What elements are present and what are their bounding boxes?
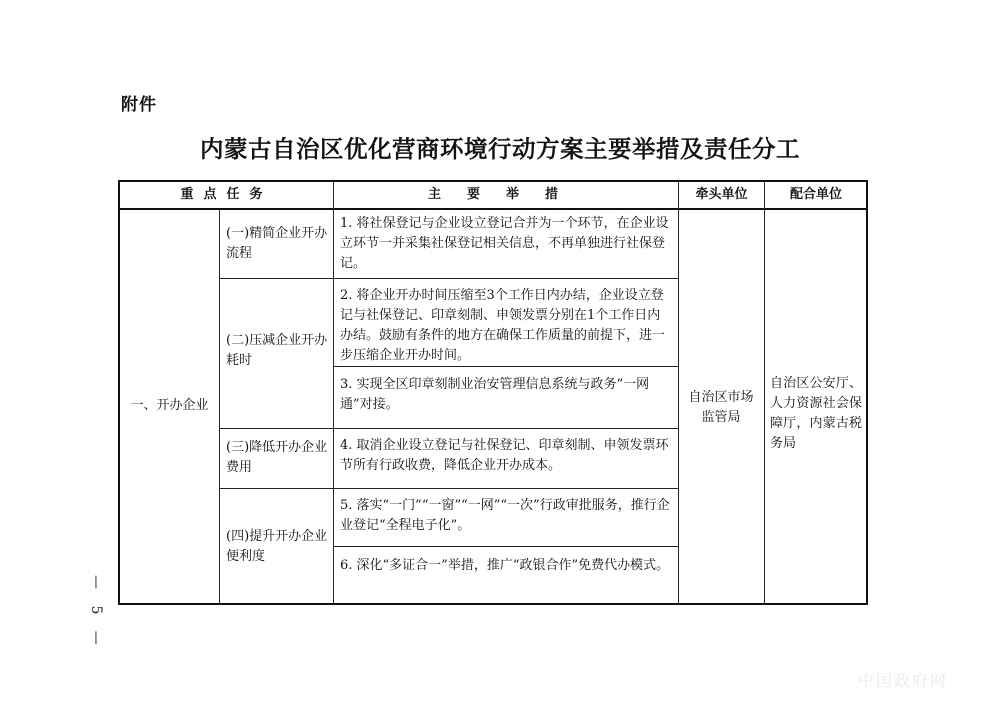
row-divider <box>219 428 678 429</box>
col-divider <box>764 181 765 604</box>
subtask-cell: (一)精简企业开办流程 <box>226 226 328 261</box>
col-divider <box>333 181 334 604</box>
header-key-task: 重点任务 <box>180 187 273 202</box>
page-number: — 5 — <box>88 575 104 651</box>
col-divider <box>678 181 679 604</box>
col-divider <box>219 209 220 604</box>
subtask-cell: (三)降低开办企业费用 <box>226 440 328 475</box>
measure-cell: 2. 将企业开办时间压缩至3个工作日内办结，企业设立登记与社保登记、印章刻制、申领发票分别在1个工作日内办结。鼓励有条件的地方在确保工作质量的前提下，进一步压缩企业开办时间。 <box>340 288 666 363</box>
measure-cell: 1. 将社保登记与企业设立登记合并为一个环节，在企业设立环节一并采集社保登记相关信息，不再单独进行社保登记。 <box>340 216 669 271</box>
measure-cell: 5. 落实“一门”“一窗”“一网”“一次”行政审批服务，推行企业登记“全程电子化”。 <box>340 498 670 533</box>
measure-cell: 3. 实现全区印章刻制业治安管理信息系统与政务“一网通”对接。 <box>340 377 650 412</box>
row-divider <box>219 488 678 489</box>
document-title: 内蒙古自治区优化营商环境行动方案主要举措及责任分工 <box>200 135 800 163</box>
row-divider <box>333 546 678 547</box>
coop-unit-cell: 自治区公安厅、人力资源社会保障厅，内蒙古税务局 <box>770 376 862 451</box>
measure-cell: 4. 取消企业设立登记与社保登记、印章刻制、申领发票环节所有行政收费，降低企业开办成本。 <box>340 438 669 473</box>
header-lead-unit: 牵头单位 <box>695 187 748 202</box>
lead-unit-cell: 自治区市场监管局 <box>688 390 754 425</box>
watermark-logo: 中国政府网 <box>858 671 949 690</box>
attachment-label: 附件 <box>121 95 157 115</box>
header-measures: 主要举措 <box>427 187 584 202</box>
row-divider <box>333 366 678 367</box>
subtask-cell: (二)压减企业开办耗时 <box>226 333 328 368</box>
header-coop-unit: 配合单位 <box>789 187 842 202</box>
subtask-cell: (四)提升开办企业便利度 <box>226 529 328 564</box>
measure-cell: 6. 深化“多证合一”举措，推广“政银合作”免费代办模式。 <box>340 558 670 573</box>
category-cell: 一、开办企业 <box>130 398 209 413</box>
row-divider <box>219 278 678 279</box>
